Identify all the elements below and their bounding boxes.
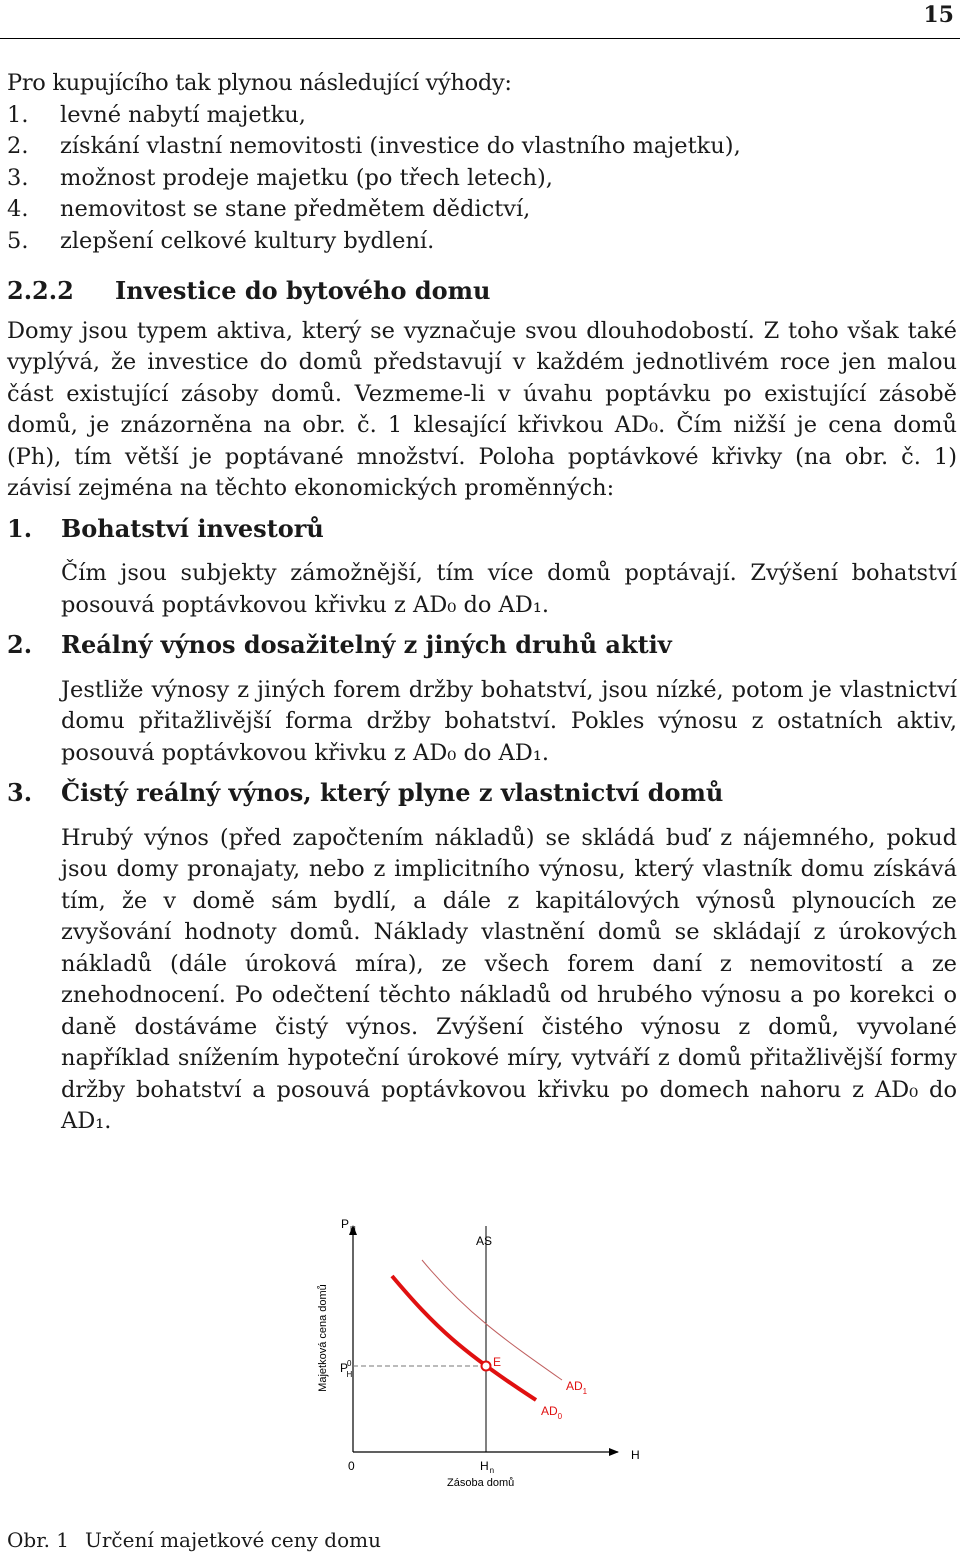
- ad0-label: $AD_0$: [541, 1404, 563, 1421]
- factor-text: Čím jsou subjekty zámožnější, tím více domů poptávají. Zvýšení bohatství posouvá poptávkovou křivku z AD₀ do AD₁.: [61, 560, 957, 618]
- x-axis-symbol: H: [631, 1448, 640, 1462]
- caption-label: Obr. 1: [7, 1528, 70, 1552]
- factor-heading: 1. Bohatství investorů: [7, 513, 324, 543]
- section-title: Investice do bytového domu: [115, 276, 491, 305]
- quantity-label: $H_n$: [480, 1459, 495, 1475]
- page-number: 15: [923, 2, 954, 28]
- factor-text: Hrubý výnos (před započtením nákladů) se skládá buď z nájemného, pokud jsou domy pronajaty, nebo z implicitního výnosu, který vlastník domu získává tím, že v domě sám bydlí, a dále z kapitálových výnosů plynoucích ze zvyšování hodnoty domů. Náklady vlastnění domů se skládají z úrokových nákladů (dále úroková míra), ze všech forem daní z nemovitostí a ze znehodnocení. Po odečtení těchto nákladů od hrubého výnosu a po korekci o daně dostáváme čistý výnos. Zvýšení čistého výnosu z domů, vyvolané například snížením hypoteční úrokové míry, vytváří z domů přitažlivější formy držby bohatství a posouvá poptávkovou křivku po domech nahoru z AD₀ do AD₁.: [61, 824, 957, 1134]
- y-axis-title: Majetková cena domů: [317, 1284, 329, 1392]
- demand-curve-ad1: [422, 1260, 562, 1380]
- list-item: 2. získání vlastní nemovitosti (investice do vlastního majetku),: [7, 133, 741, 159]
- intro-text: Pro kupujícího tak plynou následující výhody:: [7, 70, 512, 96]
- equilibrium-point: [482, 1362, 491, 1371]
- header-rule: [0, 38, 960, 39]
- caption-text: Určení majetkové ceny domu: [85, 1528, 381, 1552]
- equilibrium-label: E: [493, 1355, 502, 1369]
- factor-heading: 3. Čistý reálný výnos, který plyne z vlastnictví domů: [7, 778, 724, 807]
- factor-item: [7, 513, 957, 622]
- figure-caption: [7, 1528, 381, 1552]
- section-paragraph: Domy jsou typem aktiva, který se vyznačuje svou dlouhodobostí. Z toho však také vyplývá, že investice do domů představují v každém jednotlivém roce jen malou část existující zásoby domů. Vezmeme-li v úvahu poptávku po existující zásobě domů, je znázorněna na obr. č. 1 klesající křivkou AD₀. Čím nižší je cena domů (Ph), tím větší je poptávané množství. Poloha poptávkové křivky (na obr. č. 1) závisí zejména na těchto ekonomických proměnných:: [7, 317, 957, 501]
- factor-item: [7, 777, 957, 1138]
- y-axis-symbol: $P_H$: [341, 1217, 356, 1234]
- section-heading: [7, 275, 957, 307]
- list-item: 1. levné nabytí majetku,: [7, 101, 306, 128]
- demand-curve-ad0: [392, 1276, 536, 1400]
- figure-svg: [300, 1212, 680, 1502]
- factor-heading: 2. Reálný výnos dosažitelný z jiných druhů aktiv: [7, 630, 672, 659]
- list-item: 4. nemovitost se stane předmětem dědictví,: [7, 196, 531, 222]
- section-number: 2.2.2: [7, 276, 74, 305]
- benefits-list: [7, 100, 957, 258]
- figure-demand-supply: [300, 1212, 680, 1502]
- ad1-label: $AD_1$: [566, 1379, 588, 1396]
- origin-label: 0: [348, 1459, 355, 1473]
- x-axis-title: Zásoba domů: [447, 1477, 515, 1489]
- price-label: P0 H: [340, 1359, 353, 1379]
- list-item: 5. zlepšení celkové kultury bydlení.: [7, 227, 435, 254]
- page-content: [7, 68, 957, 1138]
- factor-item: [7, 629, 957, 769]
- factor-text: Jestliže výnosy z jiných forem držby bohatství, jsou nízké, potom je vlastnictví domu přitažlivější forma držby bohatství. Pokles výnosu z ostatních aktiv, posouvá poptávkovou křivku z AD₀ do AD₁.: [61, 676, 957, 766]
- list-item: 3. možnost prodeje majetku (po třech letech),: [7, 164, 553, 191]
- supply-label: AS: [476, 1234, 493, 1248]
